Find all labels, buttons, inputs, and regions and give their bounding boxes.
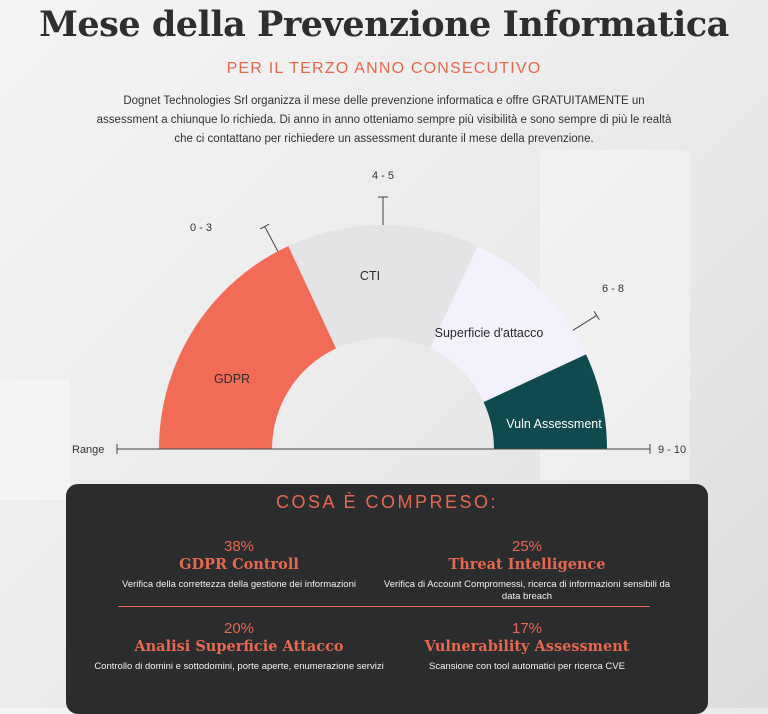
- item-description: Verifica della correttezza della gestione dei informazioni: [122, 579, 356, 590]
- item-name: Vulnerability Assessment: [424, 638, 630, 655]
- included-item-attack-surface: [94, 620, 384, 673]
- range-marker-cap: [260, 224, 269, 229]
- item-description: Controllo di domini e sottodomini, porte aperte, enumerazione servizi: [94, 661, 384, 672]
- item-description: Scansione con tool automatici per ricerca CVE: [429, 661, 625, 672]
- item-name: Threat Intelligence: [448, 556, 606, 573]
- gauge-segment-label: Vuln Assessment: [506, 417, 602, 431]
- panel-title: COSA È COMPRESO:: [275, 492, 499, 512]
- range-label: Range: [72, 444, 105, 456]
- included-panel: [66, 484, 708, 714]
- range-marker-label: 4 - 5: [371, 170, 395, 182]
- included-item-vulnerability-assessment: [382, 620, 672, 673]
- range-marker-line: [265, 226, 278, 251]
- item-name: Analisi Superficie Attacco: [134, 638, 344, 655]
- intro-paragraph: Dognet Technologies Srl organizza il mese delle prevenzione informatica e offre GRATUITAMENTE un assessment a chiunque lo richieda. Di anno in anno otteniamo sempre più visibilità e sono sempre di più le realtà che ci contattano per richiedere un assessment durante il mese della prevenzione.: [96, 95, 672, 145]
- item-percent: 25%: [511, 538, 543, 555]
- page-title: Mese della Prevenzione Informatica: [39, 4, 729, 45]
- range-marker-line: [573, 315, 597, 330]
- gauge-segment-label: Superficie d'attacco: [434, 326, 544, 340]
- panel-divider: [118, 606, 650, 607]
- range-marker-label: 0 - 3: [189, 222, 212, 234]
- item-percent: 20%: [223, 620, 255, 637]
- gauge-segment-label: CTI: [359, 269, 381, 283]
- item-name: GDPR Controll: [179, 556, 299, 573]
- range-marker-label: 6 - 8: [602, 283, 625, 295]
- included-item-threat-intelligence: [382, 538, 672, 603]
- range-marker-cap: [594, 311, 599, 319]
- gauge-segment-label: GDPR: [213, 372, 251, 386]
- page-subtitle: PER IL TERZO ANNO CONSECUTIVO: [226, 60, 542, 77]
- item-percent: 38%: [223, 538, 255, 555]
- item-percent: 17%: [511, 620, 543, 637]
- item-description: Verifica di Account Compromessi, ricerca di informazioni sensibili da data breach: [383, 579, 671, 602]
- range-marker-label: 9 - 10: [658, 444, 687, 456]
- included-item-gdpr: [94, 538, 384, 591]
